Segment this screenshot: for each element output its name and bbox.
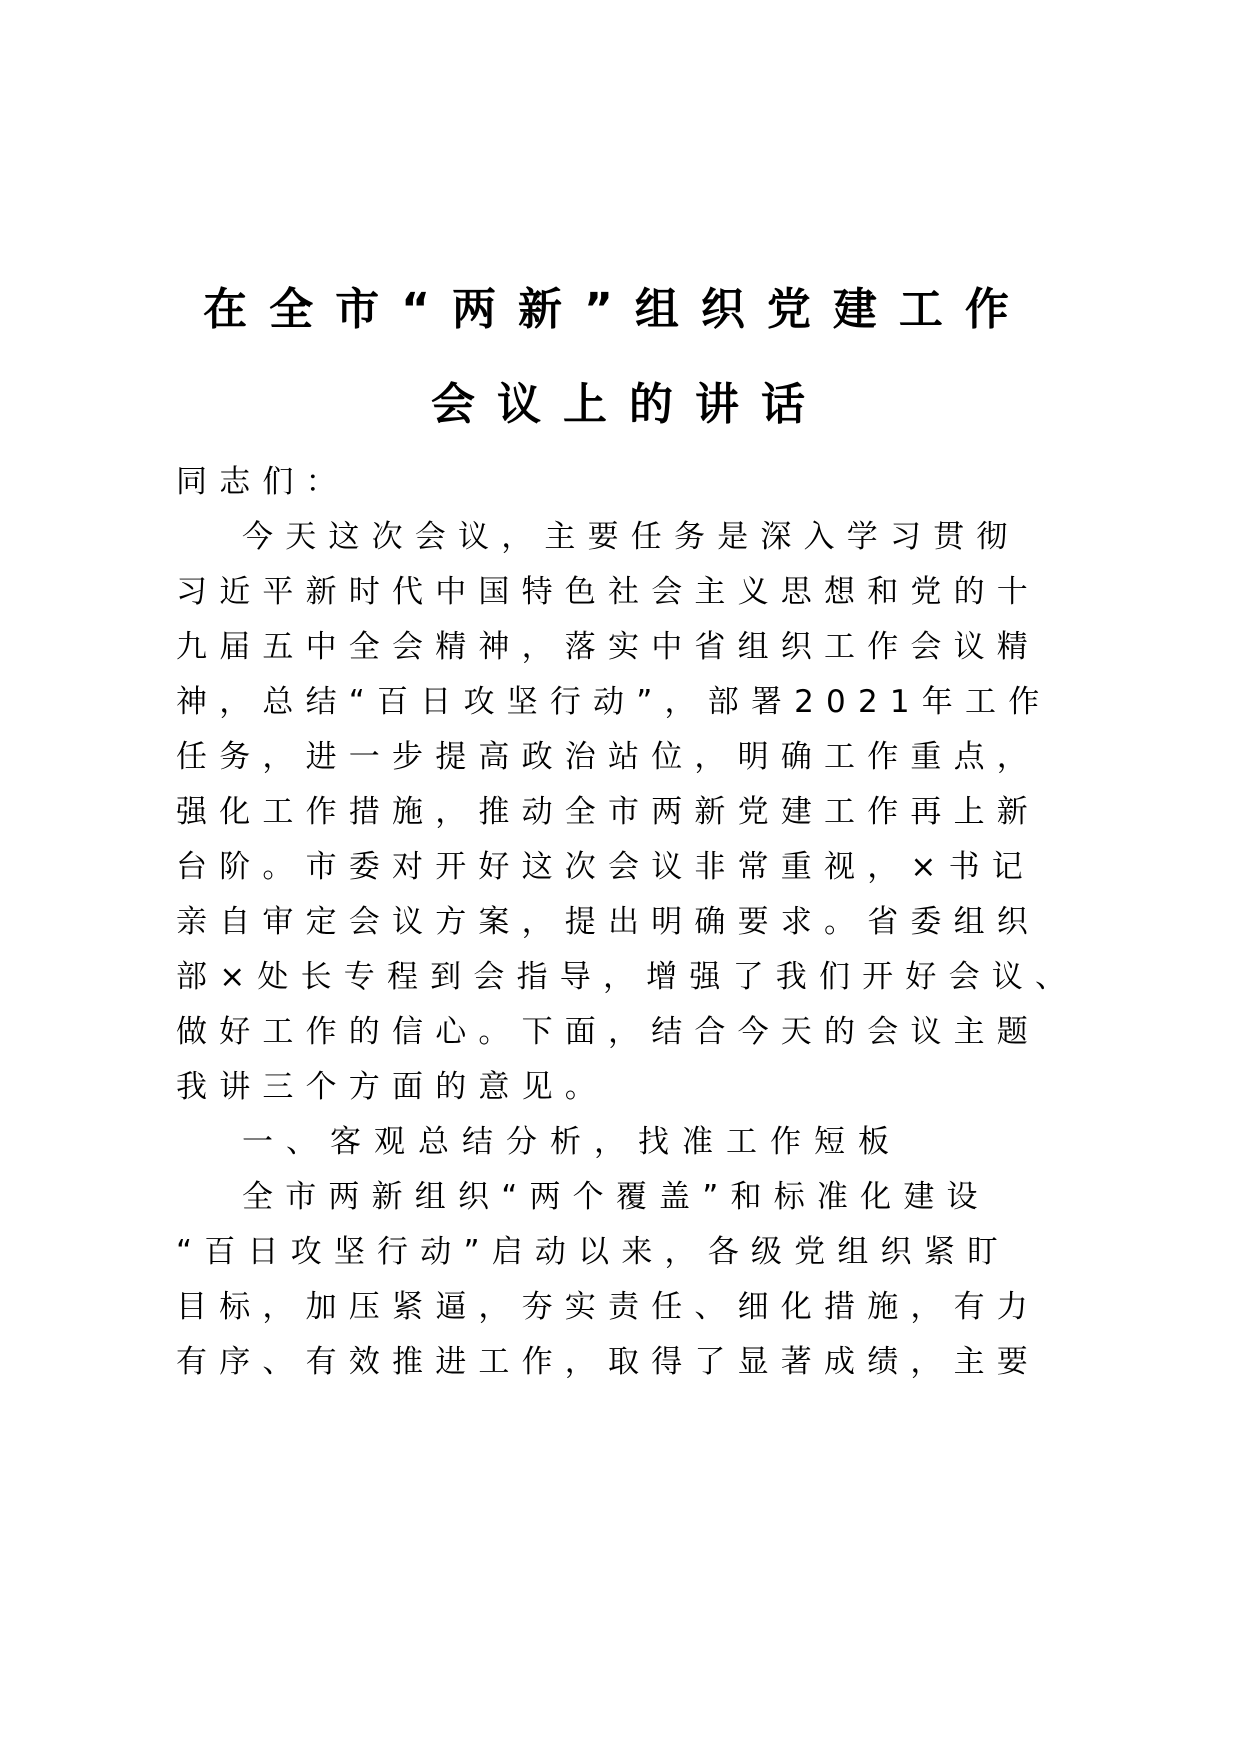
paragraph-1-line: 部×处长专程到会指导，增强了我们开好会议、 [176,959,1079,995]
paragraph-1-line: 做好工作的信心。下面，结合今天的会议主题 [176,1014,1040,1050]
salutation: 同志们： [176,464,349,500]
document-title-line-2: 会议上的讲话 [431,379,827,430]
paragraph-1-line: 台阶。市委对开好这次会议非常重视，×书记 [176,849,1035,885]
paragraph-1-line: 我讲三个方面的意见。 [176,1069,608,1105]
paragraph-1-line: 强化工作措施，推动全市两新党建工作再上新 [176,794,1040,830]
paragraph-1-line: 九届五中全会精神，落实中省组织工作会议精 [176,629,1040,665]
paragraph-1-line: 神，总结“百日攻坚行动”，部署2021年工作 [176,684,1052,720]
paragraph-1-line: 今天这次会议，主要任务是深入学习贯彻 [242,519,1020,555]
paragraph-2-line: 有序、有效推进工作，取得了显著成绩，主要 [176,1344,1040,1380]
paragraph-1-line: 习近平新时代中国特色社会主义思想和党的十 [176,574,1040,610]
paragraph-2-line: “百日攻坚行动”启动以来，各级党组织紧盯 [176,1234,1011,1270]
paragraph-1-line: 亲自审定会议方案，提出明确要求。省委组织 [176,904,1040,940]
paragraph-1-line: 任务，进一步提高政治站位，明确工作重点， [176,739,1040,775]
section-heading: 一、客观总结分析，找准工作短板 [242,1124,902,1160]
paragraph-2-line: 目标，加压紧逼，夯实责任、细化措施，有力 [176,1289,1040,1325]
paragraph-2-line: 全市两新组织“两个覆盖”和标准化建设 [242,1179,990,1215]
document-title-line-1: 在全市“两新”组织党建工作 [203,284,1031,335]
